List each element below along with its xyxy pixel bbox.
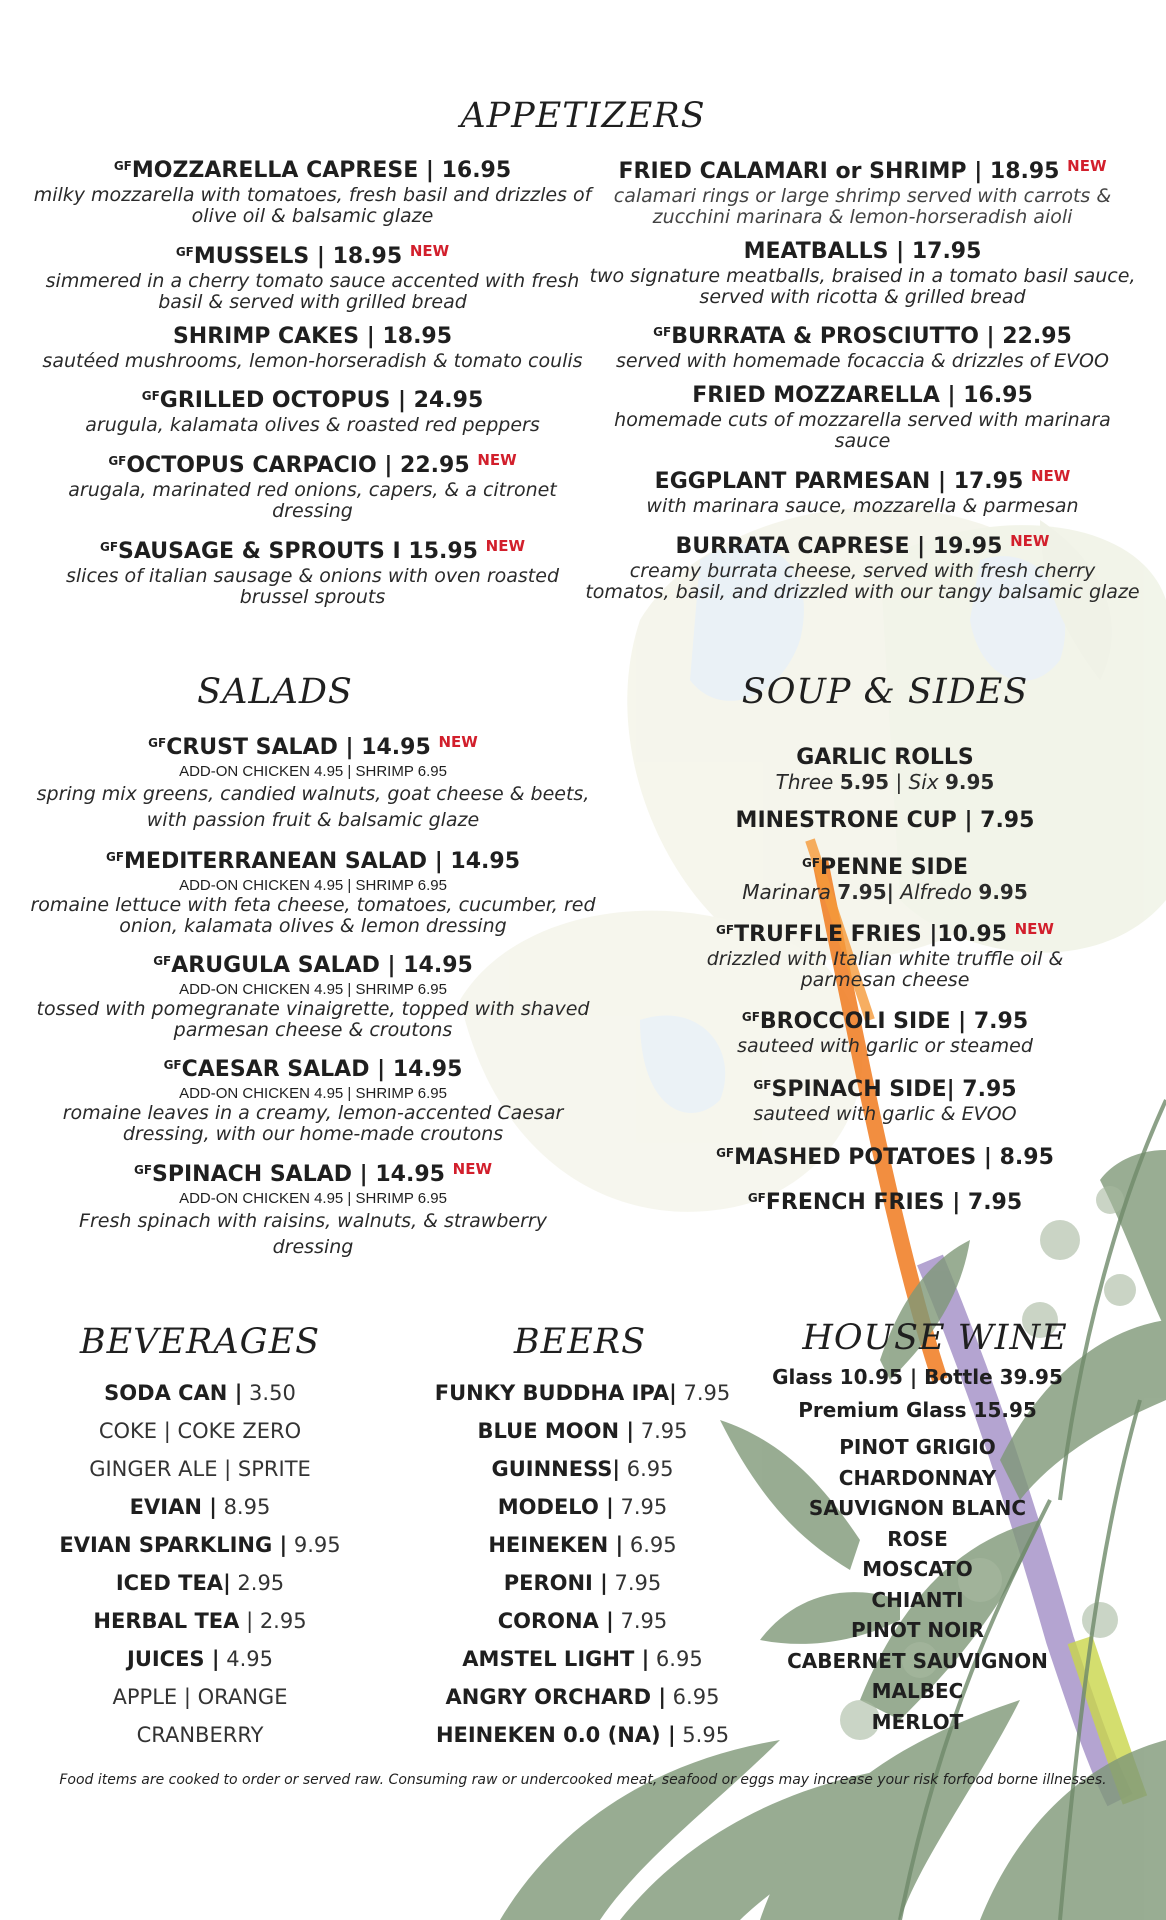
list-item: PERONI | 7.95 — [503, 1571, 662, 1595]
new-badge: NEW — [485, 537, 526, 555]
wine-item: CHIANTI — [871, 1587, 964, 1612]
list-item: FUNKY BUDDHA IPA| 7.95 — [434, 1381, 731, 1405]
menu-item — [22, 1051, 604, 1145]
wine-item: PINOT GRIGIO — [839, 1435, 996, 1459]
item-name: GARLIC ROLLS — [796, 745, 974, 770]
list-item: EVIAN | 8.95 — [129, 1495, 271, 1519]
salads-heading: SALADS — [197, 672, 353, 712]
item-name: SPINACH SALAD | 14.95 — [152, 1162, 445, 1187]
option-price: 9.95 — [945, 770, 995, 794]
item-description: with marinara sauce, mozzarella & parmesan — [646, 495, 1079, 517]
separator: | — [895, 770, 903, 794]
option-price: 7.95| — [837, 880, 894, 904]
menu-item — [660, 849, 1110, 903]
new-badge: NEW — [409, 242, 450, 260]
menu-item — [660, 1184, 1110, 1217]
gluten-free-mark: GF — [716, 1146, 735, 1160]
beers-heading: BEERS — [513, 1322, 647, 1362]
gluten-free-mark: GF — [141, 389, 160, 403]
new-badge: NEW — [1030, 467, 1071, 485]
add-on-prices: ADD-ON CHICKEN 4.95 | SHRIMP 6.95 — [179, 877, 447, 894]
gluten-free-mark: GF — [99, 540, 119, 554]
menu-item — [660, 915, 1110, 991]
item-description: homemade cuts of mozzarella served with marinara sauce — [614, 409, 1111, 452]
item-name: MASHED POTATOES | 8.95 — [734, 1145, 1054, 1170]
list-item: ANGRY ORCHARD | 6.95 — [445, 1685, 720, 1709]
item-name: MEATBALLS | 17.95 — [743, 239, 982, 264]
menu-item — [22, 843, 604, 937]
item-description: creamy burrata cheese, served with fresh cherry tomatos, basil, and drizzled with our tangy balsamic glaze — [585, 560, 1140, 603]
menu-item — [22, 947, 604, 1041]
wine-item: PINOT NOIR — [850, 1618, 985, 1642]
menu-item — [660, 807, 1110, 835]
option-label: Three — [775, 770, 834, 794]
list-item: SODA CAN | 3.50 — [104, 1381, 296, 1405]
item-name: EGGPLANT PARMESAN | 17.95 — [654, 469, 1024, 494]
item-name: MINESTRONE CUP | 7.95 — [735, 808, 1035, 833]
list-item: BLUE MOON | 7.95 — [477, 1419, 688, 1443]
item-description: spring mix greens, candied walnuts, goat cheese & beets, with passion fruit & balsamic glaze — [36, 783, 590, 831]
gluten-free-mark: GF — [153, 954, 172, 968]
menu-item — [30, 237, 595, 313]
menu-item — [585, 462, 1140, 517]
item-name: GRILLED OCTOPUS | 24.95 — [159, 388, 484, 413]
list-item: HEINEKEN | 6.95 — [488, 1533, 677, 1557]
item-description: tossed with pomegranate vinaigrette, topped with shaved parmesan cheese & croutons — [36, 998, 590, 1041]
item-name: MUSSELS | 18.95 — [193, 244, 403, 269]
menu-item — [585, 318, 1140, 372]
new-badge: NEW — [477, 451, 517, 469]
menu-item — [660, 1071, 1110, 1125]
item-description: served with homemade focaccia & drizzles of EVOO — [616, 350, 1109, 372]
item-name: CAESAR SALAD | 14.95 — [181, 1057, 463, 1082]
item-name: FRENCH FRIES | 7.95 — [765, 1190, 1023, 1215]
menu-item — [585, 382, 1140, 452]
item-description: milky mozzarella with tomatoes, fresh basil and drizzles of olive oil & balsamic glaze — [33, 184, 592, 227]
item-description: two signature meatballs, braised in a tomato basil sauce, served with ricotta & grilled bread — [589, 265, 1136, 308]
menu-item — [30, 323, 595, 372]
beers-list — [400, 1374, 765, 1754]
menu-item — [22, 1155, 604, 1260]
list-item: COKE | COKE ZERO — [98, 1419, 302, 1443]
item-name: TRUFFLE FRIES |10.95 — [734, 922, 1007, 947]
wine-item: MOSCATO — [862, 1557, 973, 1581]
beverages-heading: BEVERAGES — [79, 1322, 321, 1362]
item-description: romaine leaves in a creamy, lemon-accented Caesar dressing, with our home-made croutons — [62, 1102, 564, 1145]
menu-item — [30, 382, 595, 436]
new-badge: NEW — [1010, 532, 1050, 550]
gluten-free-mark: GF — [133, 1163, 153, 1177]
item-name: MEDITERRANEAN SALAD | 14.95 — [124, 849, 520, 874]
item-description: sauteed with garlic & EVOO — [753, 1103, 1017, 1125]
list-item: JUICES | 4.95 — [127, 1647, 273, 1671]
appetizers-left-column — [30, 152, 595, 618]
new-badge: NEW — [438, 733, 478, 751]
new-badge: NEW — [452, 1160, 492, 1178]
item-description: calamari rings or large shrimp served with carrots & zucchini marinara & lemon-horseradish aioli — [613, 185, 1112, 228]
option-price: 9.95 — [978, 880, 1028, 904]
item-name: SPINACH SIDE| 7.95 — [771, 1077, 1017, 1102]
item-name: PENNE SIDE — [820, 855, 969, 880]
wine-item: SAUVIGNON BLANC — [808, 1496, 1027, 1520]
item-description: arugala, marinated red onions, capers, & a citronet dressing — [68, 479, 557, 522]
menu-item — [585, 238, 1140, 308]
menu-item — [30, 152, 595, 227]
gluten-free-mark: GF — [747, 1191, 766, 1205]
wine-item: MERLOT — [871, 1709, 964, 1734]
gluten-free-mark: GF — [716, 923, 735, 937]
list-item: APPLE | ORANGE — [112, 1685, 288, 1709]
wine-item: MALBEC — [871, 1679, 964, 1703]
item-name: ARUGULA SALAD | 14.95 — [171, 953, 473, 978]
gluten-free-mark: GF — [163, 1058, 182, 1072]
item-name: FRIED CALAMARI or SHRIMP | 18.95 — [618, 159, 1060, 184]
appetizers-right-column — [585, 152, 1140, 613]
gluten-free-mark: GF — [175, 245, 194, 259]
menu-item — [30, 446, 595, 522]
option-label: Marinara — [742, 880, 831, 904]
item-name: BURRATA CAPRESE | 19.95 — [675, 534, 1003, 559]
item-name: SHRIMP CAKES | 18.95 — [172, 324, 453, 349]
item-name: MOZZARELLA CAPRESE | 16.95 — [131, 158, 512, 183]
option-price: 5.95 — [839, 770, 890, 794]
wine-price-premium: Premium Glass 15.95 — [798, 1398, 1037, 1422]
house-wine-list — [750, 1362, 1085, 1737]
item-description: arugula, kalamata olives & roasted red peppers — [85, 414, 540, 436]
menu-item — [22, 728, 604, 833]
menu-item — [585, 527, 1140, 603]
item-name: FRIED MOZZARELLA | 16.95 — [692, 383, 1033, 408]
item-name: BROCCOLI SIDE | 7.95 — [759, 1009, 1029, 1034]
wine-item: CABERNET SAUVIGNON — [787, 1648, 1048, 1673]
wine-item: CHARDONNAY — [838, 1465, 997, 1490]
item-description: slices of italian sausage & onions with oven roasted brussel sprouts — [65, 565, 560, 608]
list-item: HEINEKEN 0.0 (NA) | 5.95 — [435, 1723, 730, 1747]
item-description: simmered in a cherry tomato sauce accented with fresh basil & served with grilled bread — [45, 270, 580, 313]
wine-price-glass-bottle: Glass 10.95 | Bottle 39.95 — [772, 1365, 1063, 1389]
list-item: AMSTEL LIGHT | 6.95 — [462, 1647, 703, 1671]
add-on-prices: ADD-ON CHICKEN 4.95 | SHRIMP 6.95 — [179, 1190, 447, 1207]
item-description: Fresh spinach with raisins, walnuts, & strawberry dressing — [79, 1210, 547, 1258]
add-on-prices: ADD-ON CHICKEN 4.95 | SHRIMP 6.95 — [179, 1085, 447, 1102]
menu-item — [585, 152, 1140, 228]
item-description: sauteed with garlic or steamed — [737, 1035, 1033, 1057]
beverages-list — [20, 1374, 380, 1754]
menu-item — [660, 1003, 1110, 1057]
add-on-prices: ADD-ON CHICKEN 4.95 | SHRIMP 6.95 — [179, 763, 447, 780]
item-name: CRUST SALAD | 14.95 — [166, 735, 431, 760]
list-item: HERBAL TEA | 2.95 — [93, 1609, 307, 1633]
list-item: MODELO | 7.95 — [497, 1495, 668, 1519]
item-description: sautéed mushrooms, lemon-horseradish & tomato coulis — [42, 350, 583, 372]
item-name: SAUSAGE & SPROUTS I 15.95 — [118, 539, 478, 564]
menu-item — [660, 744, 1110, 793]
salads-column — [22, 728, 604, 1270]
item-name: BURRATA & PROSCIUTTO | 22.95 — [671, 324, 1072, 349]
gluten-free-mark: GF — [108, 454, 127, 468]
soup-sides-column — [660, 744, 1110, 1227]
list-item: CORONA | 7.95 — [497, 1609, 668, 1633]
gluten-free-mark: GF — [653, 325, 672, 339]
gluten-free-mark: GF — [753, 1078, 772, 1092]
option-label: Six — [908, 770, 939, 794]
list-item: ICED TEA| 2.95 — [115, 1571, 285, 1595]
option-label: Alfredo — [900, 880, 973, 904]
list-item: GUINNESS| 6.95 — [491, 1457, 674, 1481]
food-safety-notice: Food items are cooked to order or served raw. Consuming raw or undercooked meat, seafood or eggs may increase your risk forfood borne illnesses. — [59, 1772, 1107, 1788]
gluten-free-mark: GF — [741, 1010, 760, 1024]
gluten-free-mark: GF — [801, 856, 821, 870]
list-item: GINGER ALE | SPRITE — [89, 1457, 311, 1481]
gluten-free-mark: GF — [113, 159, 132, 173]
wine-item: ROSE — [887, 1526, 948, 1551]
list-item: EVIAN SPARKLING | 9.95 — [59, 1533, 341, 1557]
gluten-free-mark: GF — [148, 736, 167, 750]
soup-sides-heading: SOUP & SIDES — [741, 672, 1029, 712]
house-wine-heading: HOUSE WINE — [802, 1318, 1068, 1358]
new-badge: NEW — [1067, 157, 1107, 175]
menu-item — [660, 1139, 1110, 1172]
gluten-free-mark: GF — [105, 850, 125, 864]
new-badge: NEW — [1014, 920, 1054, 938]
item-description: romaine lettuce with feta cheese, tomatoes, cucumber, red onion, kalamata olives & lemon dressing — [30, 894, 596, 937]
list-item: CRANBERRY — [136, 1723, 264, 1747]
item-name: OCTOPUS CARPACIO | 22.95 — [126, 453, 470, 478]
appetizers-heading: APPETIZERS — [460, 96, 706, 136]
menu-item — [30, 532, 595, 608]
add-on-prices: ADD-ON CHICKEN 4.95 | SHRIMP 6.95 — [179, 981, 447, 998]
item-description: drizzled with Italian white truffle oil & parmesan cheese — [706, 948, 1064, 991]
